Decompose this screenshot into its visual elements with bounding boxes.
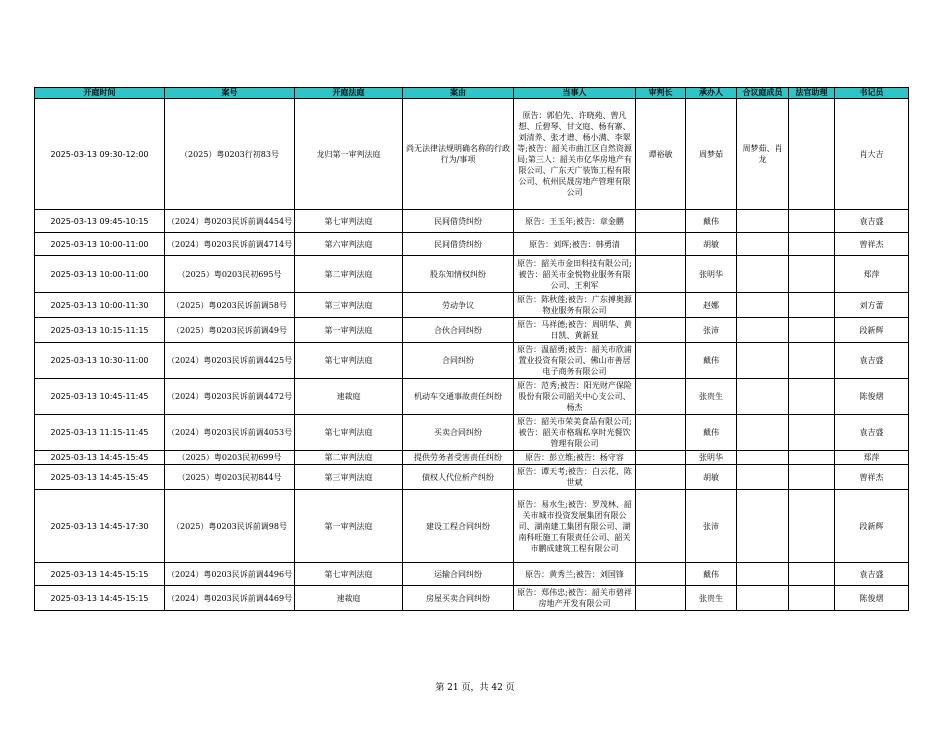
cell-presiding [636, 451, 686, 465]
col-header-clerk: 书记员 [835, 88, 909, 99]
cell-presiding [636, 318, 686, 343]
cell-court: 第七审判法庭 [295, 210, 403, 233]
court-schedule-table [34, 87, 909, 611]
cell-assistant [789, 451, 835, 465]
cell-case-no: （2024）粤0203民诉前调4714号 [165, 233, 295, 256]
cell-case-no: （2025）粤0203民诉前调49号 [165, 318, 295, 343]
col-header-presiding: 审判长 [636, 88, 686, 99]
cell-time: 2025-03-13 14:45-17:30 [35, 490, 165, 563]
col-header-parties: 当事人 [514, 88, 636, 99]
cell-host: 张明华 [686, 451, 737, 465]
cell-parties: 原告：彭立维;被告：杨守容 [514, 451, 636, 465]
cell-parties: 原告：刘珲;被告：韩勇清 [514, 233, 636, 256]
col-header-time: 开庭时间 [35, 88, 165, 99]
page-number: 第 21 页，共 42 页 [435, 683, 515, 693]
cell-time: 2025-03-13 14:45-15:15 [35, 563, 165, 586]
cell-host: 张沛 [686, 490, 737, 563]
cell-presiding [636, 343, 686, 379]
cell-clerk: 袁吉盛 [835, 210, 909, 233]
cell-presiding [636, 586, 686, 611]
table-row [35, 379, 909, 415]
cell-host: 戴伟 [686, 563, 737, 586]
cell-presiding [636, 490, 686, 563]
cell-time: 2025-03-13 10:00-11:00 [35, 256, 165, 293]
cell-parties: 原告：黄秀兰;被告：刘国锋 [514, 563, 636, 586]
cell-cause: 建设工程合同纠纷 [403, 490, 514, 563]
col-header-court: 开庭法庭 [295, 88, 403, 99]
cell-assistant [789, 233, 835, 256]
table-row [35, 343, 909, 379]
cell-host: 张贵生 [686, 586, 737, 611]
cell-court: 第一审判法庭 [295, 490, 403, 563]
cell-members [737, 490, 789, 563]
cell-assistant [789, 318, 835, 343]
col-header-members: 合议庭成员 [737, 88, 789, 99]
cell-members [737, 586, 789, 611]
cell-clerk: 郑萍 [835, 256, 909, 293]
cell-clerk: 袁吉盛 [835, 415, 909, 451]
cell-presiding [636, 563, 686, 586]
cell-host: 赵娜 [686, 293, 737, 318]
cell-time: 2025-03-13 09:45-10:15 [35, 210, 165, 233]
cell-court: 龙归第一审判法庭 [295, 99, 403, 210]
cell-host: 张贵生 [686, 379, 737, 415]
cell-time: 2025-03-13 10:30-11:00 [35, 343, 165, 379]
cell-time: 2025-03-13 09:30-12:00 [35, 99, 165, 210]
cell-assistant [789, 210, 835, 233]
cell-assistant [789, 563, 835, 586]
cell-host: 张明华 [686, 256, 737, 293]
table-row [35, 586, 909, 611]
cell-cause: 机动车交通事故责任纠纷 [403, 379, 514, 415]
cell-parties: 原告：陈秋莲;被告：广东搏奥源物业服务有限公司 [514, 293, 636, 318]
cell-court: 速裁庭 [295, 586, 403, 611]
table-row [35, 210, 909, 233]
cell-case-no: （2025）粤0203民初695号 [165, 256, 295, 293]
cell-clerk: 袁吉盛 [835, 563, 909, 586]
cell-time: 2025-03-13 14:45-15:45 [35, 465, 165, 490]
cell-host: 周梦茹 [686, 99, 737, 210]
cell-assistant [789, 293, 835, 318]
cell-court: 第七审判法庭 [295, 415, 403, 451]
cell-assistant [789, 379, 835, 415]
cell-cause: 提供劳务者受害责任纠纷 [403, 451, 514, 465]
cell-parties: 原告：郑伟忠;被告：韶关市碧祥房地产开发有限公司 [514, 586, 636, 611]
table-row [35, 293, 909, 318]
table-row [35, 318, 909, 343]
cell-case-no: （2025）粤0203民初844号 [165, 465, 295, 490]
cell-host: 戴伟 [686, 210, 737, 233]
cell-cause: 运输合同纠纷 [403, 563, 514, 586]
cell-case-no: （2025）粤0203民诉前调58号 [165, 293, 295, 318]
cell-clerk: 曾祥杰 [835, 465, 909, 490]
cell-case-no: （2024）粤0203民诉前调4496号 [165, 563, 295, 586]
table-row [35, 256, 909, 293]
cell-clerk: 郑萍 [835, 451, 909, 465]
cell-parties: 原告：韶关市荣美食品有限公司;被告：韶关市格瑞私享时光餐饮管理有限公司 [514, 415, 636, 451]
cell-presiding [636, 210, 686, 233]
cell-time: 2025-03-13 14:45-15:45 [35, 451, 165, 465]
col-header-cause: 案由 [403, 88, 514, 99]
cell-parties: 原告：韶关市金田科技有限公司;被告：韶关市金悦物业服务有限公司、王利军 [514, 256, 636, 293]
cell-members [737, 465, 789, 490]
cell-case-no: （2024）粤0203民诉前调4425号 [165, 343, 295, 379]
cell-assistant [789, 586, 835, 611]
cell-case-no: （2024）粤0203民诉前调4469号 [165, 586, 295, 611]
cell-members [737, 256, 789, 293]
cell-host: 张沛 [686, 318, 737, 343]
cell-clerk: 陈俊熠 [835, 379, 909, 415]
table-row [35, 451, 909, 465]
cell-time: 2025-03-13 10:00-11:00 [35, 233, 165, 256]
cell-case-no: （2024）粤0203民诉前调4053号 [165, 415, 295, 451]
cell-presiding [636, 415, 686, 451]
cell-court: 速裁庭 [295, 379, 403, 415]
cell-court: 第七审判法庭 [295, 343, 403, 379]
cell-parties: 原告：易水生;被告：罗茂林、韶关市城市投资发展集团有限公司、湖南建工集团有限公司、湖南科旺施工有限责任公司、韶关市鹏成建筑工程有限公司 [514, 490, 636, 563]
cell-case-no: （2024）粤0203民诉前调4454号 [165, 210, 295, 233]
cell-presiding [636, 293, 686, 318]
cell-cause: 股东知情权纠纷 [403, 256, 514, 293]
cell-presiding: 谭裕敏 [636, 99, 686, 210]
cell-presiding [636, 256, 686, 293]
cell-members [737, 233, 789, 256]
cell-parties: 原告：马祥德;被告：周明华、黄日凯、黄新显 [514, 318, 636, 343]
cell-clerk: 陈俊熠 [835, 586, 909, 611]
cell-clerk: 袁吉盛 [835, 343, 909, 379]
table-row [35, 490, 909, 563]
cell-cause: 合伙合同纠纷 [403, 318, 514, 343]
cell-host: 戴伟 [686, 343, 737, 379]
table-row [35, 233, 909, 256]
cell-members [737, 318, 789, 343]
cell-parties: 原告：温韶勇;被告：韶关市欣浦置业投资有限公司、佛山市善居电子商务有限公司 [514, 343, 636, 379]
cell-parties: 原告：王玉年;被告：章金鹏 [514, 210, 636, 233]
table-body [35, 99, 909, 611]
table-row [35, 563, 909, 586]
col-header-assistant: 法官助理 [789, 88, 835, 99]
cell-clerk: 曾祥杰 [835, 233, 909, 256]
cell-members [737, 379, 789, 415]
cell-time: 2025-03-13 14:45-15:15 [35, 586, 165, 611]
cell-members [737, 563, 789, 586]
cell-assistant [789, 343, 835, 379]
cell-cause: 买卖合同纠纷 [403, 415, 514, 451]
cell-members: 周梦茹、肖龙 [737, 99, 789, 210]
cell-assistant [789, 256, 835, 293]
cell-case-no: （2025）粤0203民诉前调98号 [165, 490, 295, 563]
cell-cause: 民间借贷纠纷 [403, 210, 514, 233]
cell-clerk: 段新辉 [835, 318, 909, 343]
table-row [35, 415, 909, 451]
cell-assistant [789, 415, 835, 451]
table-row [35, 99, 909, 210]
cell-parties: 原告：谭天考;被告：白云花、陈世斌 [514, 465, 636, 490]
cell-cause: 债权人代位析产纠纷 [403, 465, 514, 490]
cell-host: 胡敏 [686, 465, 737, 490]
cell-assistant [789, 465, 835, 490]
cell-court: 第三审判法庭 [295, 465, 403, 490]
cell-presiding [636, 465, 686, 490]
cell-parties: 原告：范秀;被告：阳光财产保险股份有限公司韶关中心支公司、杨杰 [514, 379, 636, 415]
cell-cause: 尚无法律法规明确名称的行政行为/事项 [403, 99, 514, 210]
cell-members [737, 210, 789, 233]
cell-presiding [636, 233, 686, 256]
cell-assistant [789, 490, 835, 563]
cell-cause: 劳动争议 [403, 293, 514, 318]
cell-clerk: 刘方蕾 [835, 293, 909, 318]
cell-host: 胡敏 [686, 233, 737, 256]
cell-case-no: （2024）粤0203民诉前调4472号 [165, 379, 295, 415]
cell-court: 第二审判法庭 [295, 451, 403, 465]
cell-case-no: （2025）粤0203民初699号 [165, 451, 295, 465]
cell-court: 第六审判法庭 [295, 233, 403, 256]
cell-time: 2025-03-13 11:15-11:45 [35, 415, 165, 451]
cell-court: 第一审判法庭 [295, 318, 403, 343]
cell-time: 2025-03-13 10:45-11:45 [35, 379, 165, 415]
cell-members [737, 451, 789, 465]
cell-cause: 合同纠纷 [403, 343, 514, 379]
cell-cause: 房屋买卖合同纠纷 [403, 586, 514, 611]
cell-court: 第七审判法庭 [295, 563, 403, 586]
cell-court: 第三审判法庭 [295, 293, 403, 318]
col-header-case-no: 案号 [165, 88, 295, 99]
cell-court: 第二审判法庭 [295, 256, 403, 293]
cell-assistant [789, 99, 835, 210]
cell-time: 2025-03-13 10:15-11:15 [35, 318, 165, 343]
col-header-host: 承办人 [686, 88, 737, 99]
cell-clerk: 肖大吉 [835, 99, 909, 210]
cell-members [737, 343, 789, 379]
cell-time: 2025-03-13 10:00-11:30 [35, 293, 165, 318]
cell-host: 戴伟 [686, 415, 737, 451]
cell-members [737, 415, 789, 451]
table-row [35, 465, 909, 490]
cell-parties: 原告：郭伯先、许晓苑、曾凡想、丘碧琴、甘文庭、杨有寨、刘清养、张才谱、杨小满、李翠等;被告：韶关市曲江区自然资源局;第三人：韶关市亿华房地产有限公司、广东天广装饰工程有限公司、杭州民晟房地产管理有限公司 [514, 99, 636, 210]
table-header-row [35, 88, 909, 99]
cell-cause: 民间借贷纠纷 [403, 233, 514, 256]
cell-case-no: （2025）粤0203行初83号 [165, 99, 295, 210]
cell-clerk: 段新辉 [835, 490, 909, 563]
cell-members [737, 293, 789, 318]
cell-presiding [636, 379, 686, 415]
